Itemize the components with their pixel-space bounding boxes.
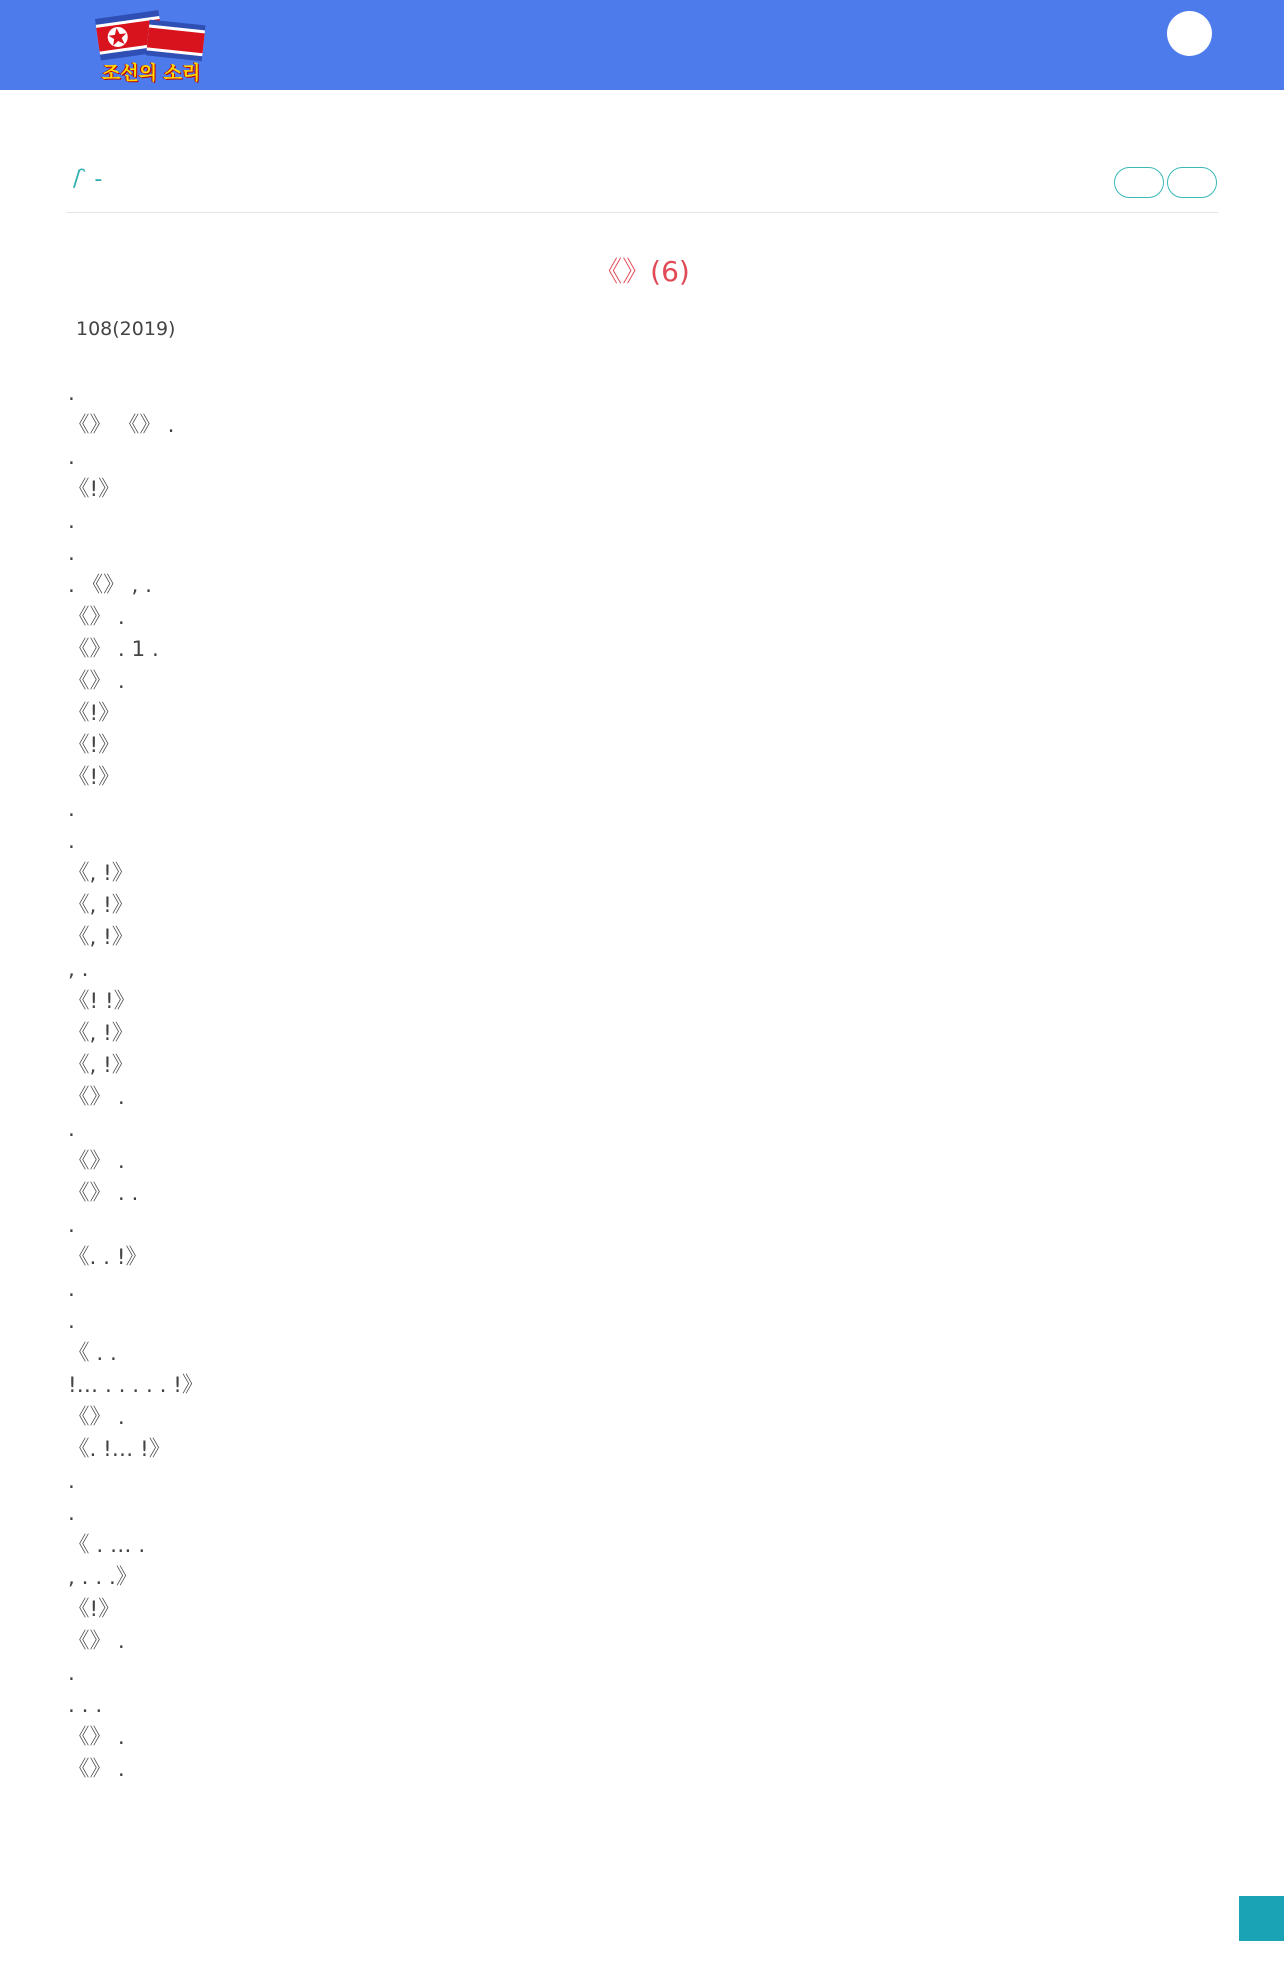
- article-paragraph: .: [68, 509, 75, 534]
- article-paragraph: 《, !》: [68, 893, 134, 918]
- article-paragraph: 《. !… !》: [68, 1437, 171, 1462]
- article-paragraph: 《, !》: [68, 861, 134, 886]
- breadcrumb-path[interactable]: ̑ -: [87, 167, 103, 192]
- search-button[interactable]: [1167, 11, 1212, 56]
- article-paragraph: , .: [68, 957, 89, 982]
- article-body: [68, 378, 1216, 1786]
- article-paragraph: 《》 . 1 .: [68, 637, 159, 662]
- article-paragraph: 《》 .: [68, 669, 125, 694]
- article-paragraph: 《, !》: [68, 1021, 134, 1046]
- article-paragraph: , . . .》: [68, 1565, 138, 1590]
- article-paragraph: .: [68, 541, 75, 566]
- article-paragraph: 《》 .: [68, 1149, 125, 1174]
- article-paragraph: 《》 .: [68, 1085, 125, 1110]
- breadcrumb: [66, 167, 102, 192]
- article-paragraph: 《》 . .: [68, 1181, 139, 1206]
- article-paragraph: 《!》: [68, 477, 120, 502]
- article-paragraph: .: [68, 797, 75, 822]
- breadcrumb-separator: /: [73, 167, 81, 192]
- article-paragraph: .: [68, 381, 75, 406]
- article-paragraph: 《》 .: [68, 1405, 125, 1430]
- article-paragraph: .: [68, 1309, 75, 1334]
- article-paragraph: 《》 《》 .: [68, 413, 175, 438]
- next-article-button[interactable]: [1167, 167, 1217, 198]
- article-paragraph: .: [68, 1117, 75, 1142]
- article-date: 108(2019): [76, 318, 176, 340]
- article-paragraph: .: [68, 1469, 75, 1494]
- site-logo[interactable]: [92, 8, 210, 84]
- article-paragraph: 《!》: [68, 733, 120, 758]
- article-paragraph: 《!》: [68, 1597, 120, 1622]
- article-paragraph: 《!》: [68, 701, 120, 726]
- top-navigation-bar: [0, 0, 1284, 90]
- article-paragraph: 《!》: [68, 765, 120, 790]
- article-paragraph: 《 . … .: [68, 1533, 146, 1558]
- article-paragraph: 《, !》: [68, 1053, 134, 1078]
- article-paragraph: .: [68, 1213, 75, 1238]
- prev-article-button[interactable]: [1114, 167, 1164, 198]
- article-paragraph: 《》 .: [68, 605, 125, 630]
- article-title: 《》(6): [594, 255, 690, 288]
- article-paragraph: 《 . .: [68, 1341, 117, 1366]
- logo-text: 조선의 소리: [102, 62, 201, 84]
- article-paragraph: 《, !》: [68, 925, 134, 950]
- article-paragraph: !… . . . . . !》: [68, 1373, 204, 1398]
- article-paragraph: 《. . !》: [68, 1245, 147, 1270]
- article-paragraph: 《》 .: [68, 1725, 125, 1750]
- article-paragraph: 《》 .: [68, 1629, 125, 1654]
- divider: [66, 212, 1218, 213]
- article-paragraph: 《》 .: [68, 1757, 125, 1782]
- article-paragraph: .: [68, 1277, 75, 1302]
- article-paragraph: . . .: [68, 1693, 103, 1718]
- article-paragraph: . 《》 , .: [68, 573, 153, 598]
- article-paragraph: 《! !》: [68, 989, 136, 1014]
- article-paragraph: .: [68, 829, 75, 854]
- article-paragraph: .: [68, 1661, 75, 1686]
- article-paragraph: .: [68, 1501, 75, 1526]
- article-paragraph: .: [68, 445, 75, 470]
- scroll-to-top-button[interactable]: [1239, 1896, 1284, 1941]
